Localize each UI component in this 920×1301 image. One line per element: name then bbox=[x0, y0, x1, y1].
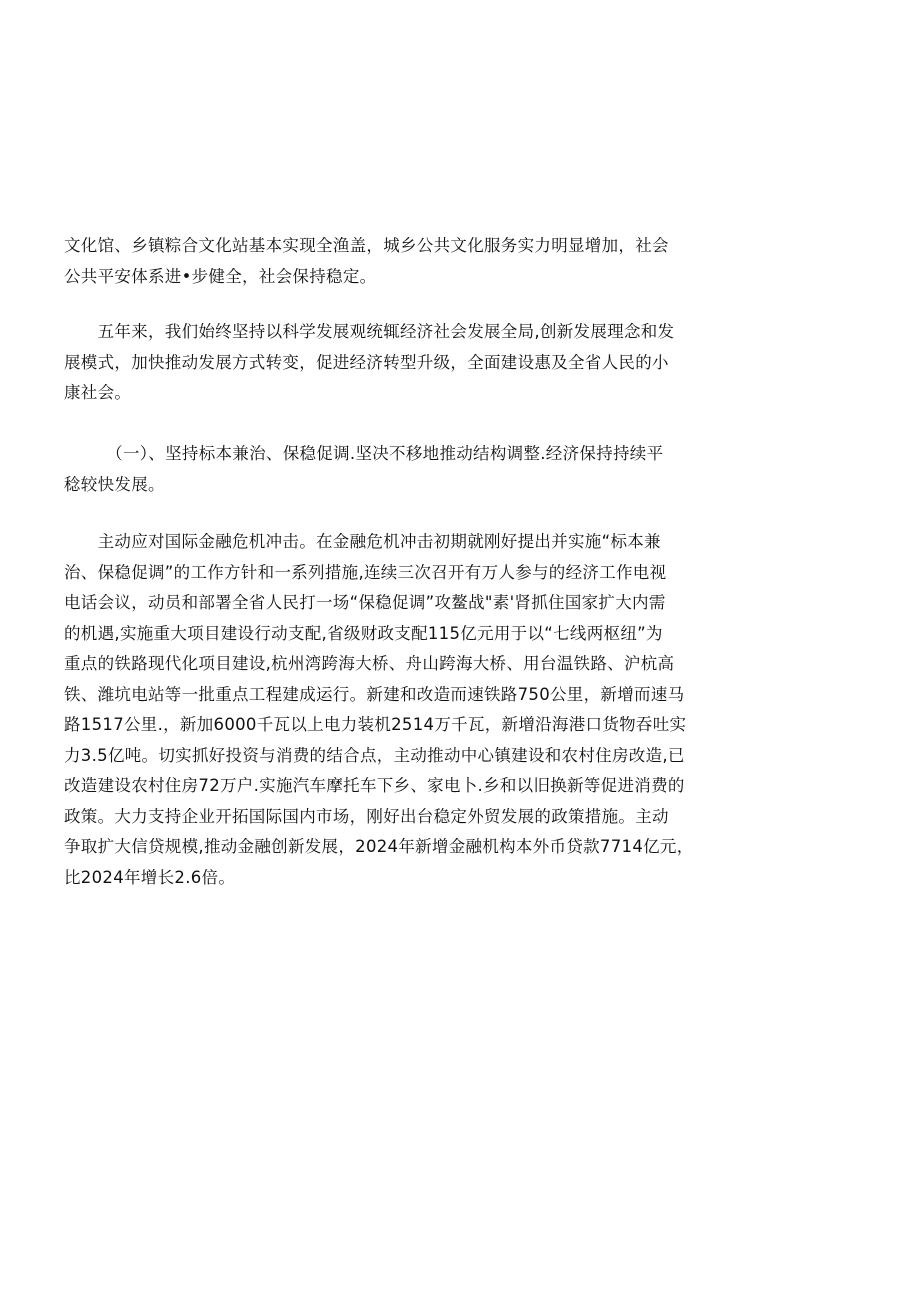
text-line: 康社会。 bbox=[64, 383, 132, 402]
text-line: （一）、坚持标本兼治、保稳促调.坚决不移地推动结构调整.经济保持持续平 bbox=[64, 444, 664, 463]
text-line: 五年来，我们始终坚持以科学发展观统辄经济社会发展全局,创新发展理念和发 bbox=[64, 322, 675, 341]
text-line: 改造建设农村住房72万户.实施汽车摩托车下乡、家电卜.乡和以旧换新等促进消费的 bbox=[64, 776, 685, 795]
text-line: 治、保稳促调”的工作方针和一系列措施,连续三次召开有万人参与的经济工作电视 bbox=[64, 562, 667, 582]
paragraph-financial-crisis-response bbox=[64, 527, 694, 893]
text-line: 展模式，加快推动发展方式转变，促进经济转型升级，全面建设惠及全省人民的小 bbox=[64, 352, 669, 372]
text-line: 电话会议，动员和部署全省人民打一场“保稳促调”攻鳌战"素'肾抓住国家扩大内需 bbox=[64, 593, 666, 612]
text-line: 路1517公里.，新加6000千瓦以上电力装机2514万千瓦，新增沿海港口货物吞吐实 bbox=[64, 715, 687, 734]
text-line: 政策。大力支持企业开拓国际国内市场，刚好出台稳定外贸发展的政策措施。主动 bbox=[64, 806, 669, 826]
text-line: 重点的铁路现代化项目建设,杭州湾跨海大桥、舟山跨海大桥、用台温铁路、沪杭高 bbox=[64, 654, 675, 673]
text-line: 公共平安体系进•步健全，社会保持稳定。 bbox=[64, 266, 377, 286]
text-line: 主动应对国际金融危机冲击。在金融危机冲击初期就刚好提出并实施“标本兼 bbox=[64, 532, 661, 551]
text-line: 铁、潍坑电站等一批重点工程建成运行。新建和改造而速铁路750公里，新增而速马 bbox=[64, 684, 685, 704]
text-line: 的机遇,实施重大项目建设行动支配,省级财政支配115亿元用于以“七线两枢纽”为 bbox=[64, 623, 663, 643]
text-line: 力3.5亿吨。切实抓好投资与消费的结合点，主动推动中心镇建设和农村住房改造,已 bbox=[64, 745, 685, 765]
text-line: 文化馆、乡镇粽合文化站基本实现全渔盖，城乡公共文化服务实力明显增加，社会 bbox=[64, 236, 669, 255]
paragraph-cultural-services bbox=[64, 231, 669, 292]
text-line: 比2024年增长2.6倍。 bbox=[64, 867, 236, 887]
text-line: 稔较快发展。 bbox=[64, 474, 165, 494]
section-heading-one bbox=[64, 439, 664, 500]
paragraph-five-years-summary bbox=[64, 317, 675, 409]
text-line: 争取扩大信贷规模,推动金融创新发展，2024年新增金融机构本外币贷款7714亿元， bbox=[64, 837, 694, 856]
